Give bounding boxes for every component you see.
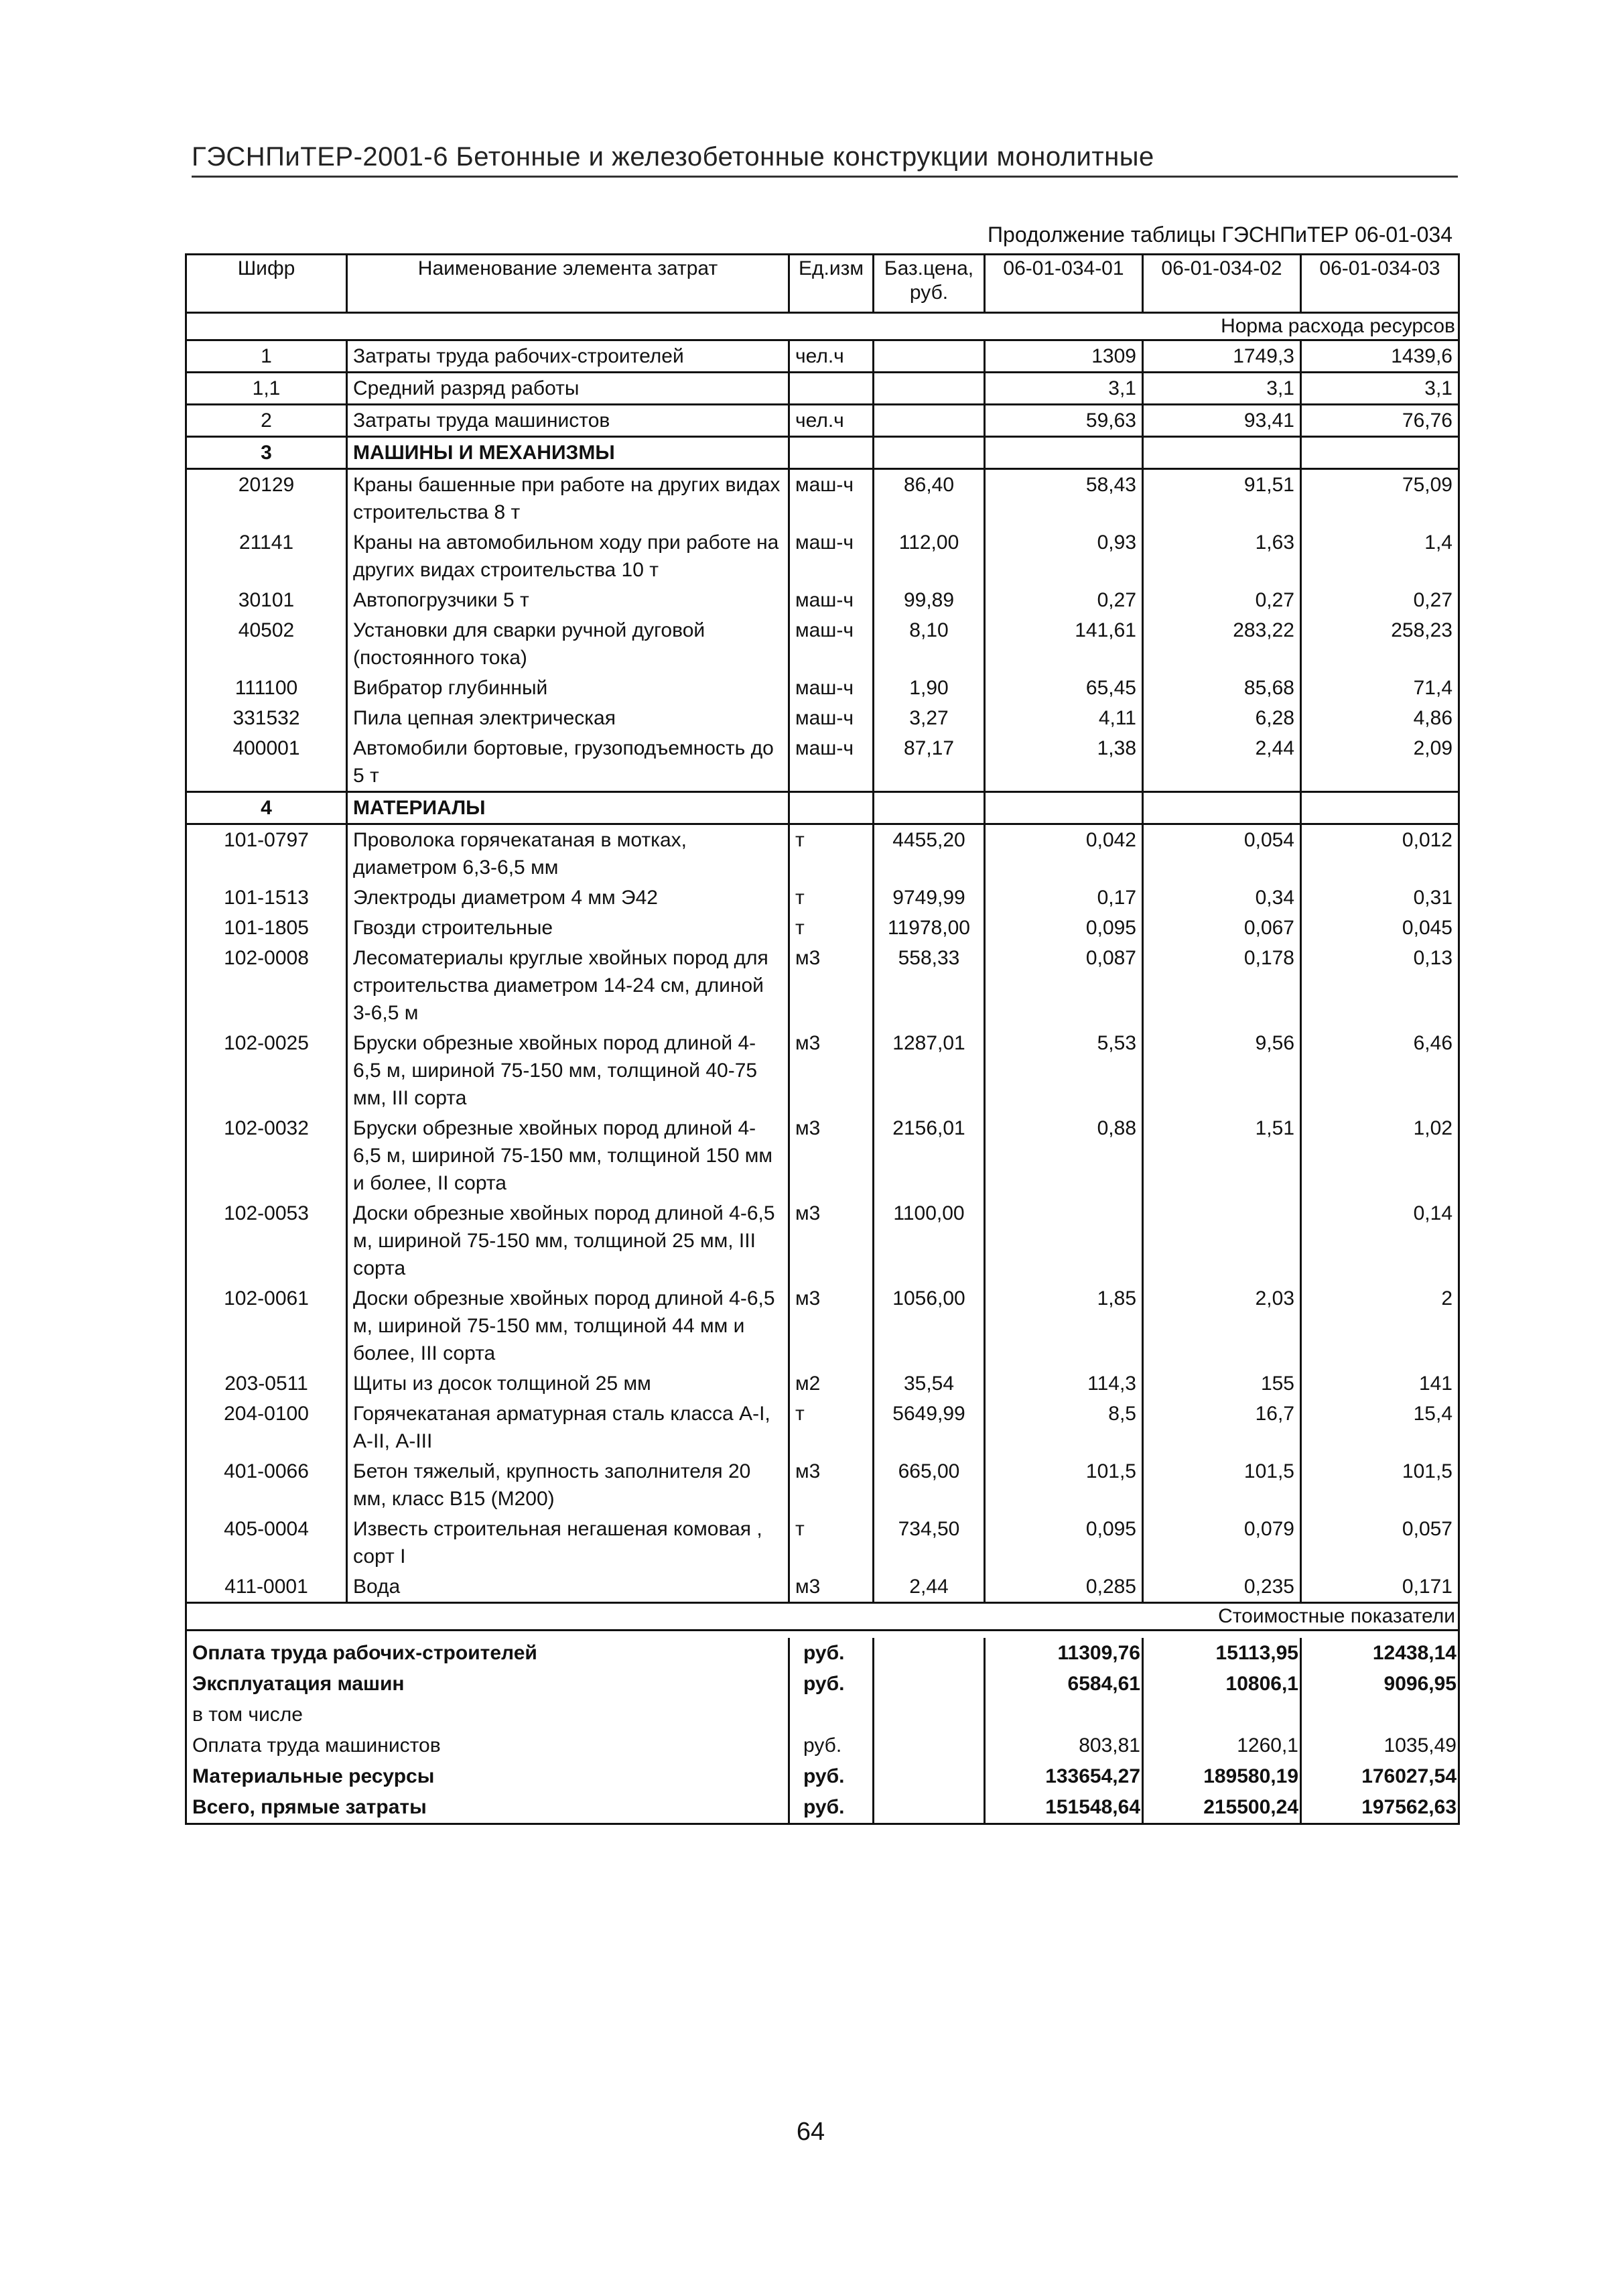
resource-code: 101-1805 — [186, 913, 347, 943]
resource-price — [874, 340, 985, 373]
header-col2: 06-01-034-02 — [1143, 255, 1301, 313]
resource-name: Пила цепная электрическая — [347, 703, 789, 733]
resource-price: 3,27 — [874, 703, 985, 733]
resource-price: 1,90 — [874, 673, 985, 703]
resource-price: 35,54 — [874, 1368, 985, 1399]
empty-cell — [874, 1700, 985, 1730]
value-col3: 2 — [1301, 1283, 1459, 1368]
value-col1: 101,5 — [985, 1456, 1143, 1514]
table-row — [186, 883, 1459, 913]
resource-name: Электроды диаметром 4 мм Э42 — [347, 883, 789, 913]
section-row — [186, 792, 1459, 824]
empty-cell — [874, 1761, 985, 1792]
cost-col1: 151548,64 — [985, 1792, 1143, 1824]
cost-col2: 15113,95 — [1143, 1638, 1301, 1669]
value-col2: 0,27 — [1143, 585, 1301, 615]
resource-name: Горячекатаная арматурная сталь класса А-I, А-II, А-III — [347, 1399, 789, 1456]
value-col3: 4,86 — [1301, 703, 1459, 733]
value-col1: 8,5 — [985, 1399, 1143, 1456]
cost-col1: 6584,61 — [985, 1669, 1143, 1700]
cost-row-label: Всего, прямые затраты — [186, 1792, 789, 1824]
resource-price — [874, 373, 985, 405]
empty-cell — [789, 437, 874, 469]
value-col2: 3,1 — [1143, 373, 1301, 405]
table-row — [186, 585, 1459, 615]
resource-unit: маш-ч — [789, 733, 874, 792]
spacer-cell — [186, 1631, 1459, 1639]
cost-col3: 176027,54 — [1301, 1761, 1459, 1792]
cost-col1: 803,81 — [985, 1730, 1143, 1761]
resource-unit: маш-ч — [789, 703, 874, 733]
value-col3: 15,4 — [1301, 1399, 1459, 1456]
resource-price: 558,33 — [874, 943, 985, 1028]
table-row — [186, 405, 1459, 437]
resource-name: Проволока горячекатаная в мотках, диаметром 6,3-6,5 мм — [347, 824, 789, 883]
resource-price: 99,89 — [874, 585, 985, 615]
empty-cell — [1301, 792, 1459, 824]
cost-label: Стоимостные показатели — [186, 1603, 1459, 1631]
continuation-label: Продолжение таблицы ГЭСНПиТЕР 06-01-034 — [988, 222, 1452, 247]
table-row — [186, 1283, 1459, 1368]
value-col2: 0,178 — [1143, 943, 1301, 1028]
resource-price: 2,44 — [874, 1572, 985, 1603]
value-col1: 0,087 — [985, 943, 1143, 1028]
header-code: Шифр — [186, 255, 347, 313]
resource-name: Бруски обрезные хвойных пород длиной 4-6,5 м, шириной 75-150 мм, толщиной 150 мм и более, II сорта — [347, 1113, 789, 1198]
value-col3: 1439,6 — [1301, 340, 1459, 373]
resource-name: Бетон тяжелый, крупность заполнителя 20 мм, класс В15 (М200) — [347, 1456, 789, 1514]
resource-name: Щиты из досок толщиной 25 мм — [347, 1368, 789, 1399]
resource-unit: м3 — [789, 1456, 874, 1514]
header-row — [186, 255, 1459, 313]
empty-cell — [985, 792, 1143, 824]
value-col1: 141,61 — [985, 615, 1143, 673]
resource-name: Затраты труда рабочих-строителей — [347, 340, 789, 373]
resource-name: Краны на автомобильном ходу при работе на других видах строительства 10 т — [347, 527, 789, 585]
table-row — [186, 1198, 1459, 1283]
resource-name: Известь строительная негашеная комовая , сорт I — [347, 1514, 789, 1572]
resource-code: 405-0004 — [186, 1514, 347, 1572]
empty-cell — [985, 437, 1143, 469]
resource-price: 2156,01 — [874, 1113, 985, 1198]
value-col2: 0,054 — [1143, 824, 1301, 883]
cost-row — [186, 1638, 1459, 1669]
resource-unit: м3 — [789, 1283, 874, 1368]
table-row — [186, 913, 1459, 943]
resource-code: 30101 — [186, 585, 347, 615]
value-col3: 0,012 — [1301, 824, 1459, 883]
value-col1: 0,93 — [985, 527, 1143, 585]
header-rule — [192, 176, 1458, 178]
resource-name: Бруски обрезные хвойных пород длиной 4-6,5 м, шириной 75-150 мм, толщиной 40-75 мм, III сорта — [347, 1028, 789, 1113]
cost-col1: 133654,27 — [985, 1761, 1143, 1792]
value-col3: 0,14 — [1301, 1198, 1459, 1283]
resource-code: 40502 — [186, 615, 347, 673]
cost-unit: руб. — [789, 1638, 874, 1669]
norm-row — [186, 313, 1459, 340]
resource-price: 4455,20 — [874, 824, 985, 883]
table-row — [186, 1456, 1459, 1514]
table-row — [186, 703, 1459, 733]
header-col1: 06-01-034-01 — [985, 255, 1143, 313]
resource-price: 11978,00 — [874, 913, 985, 943]
empty-cell — [1143, 437, 1301, 469]
value-col3: 0,13 — [1301, 943, 1459, 1028]
value-col2: 283,22 — [1143, 615, 1301, 673]
value-col3: 258,23 — [1301, 615, 1459, 673]
cost-col2 — [1143, 1700, 1301, 1730]
value-col2: 1,51 — [1143, 1113, 1301, 1198]
cost-col1: 11309,76 — [985, 1638, 1143, 1669]
table-row — [186, 527, 1459, 585]
value-col2: 6,28 — [1143, 703, 1301, 733]
value-col2: 2,03 — [1143, 1283, 1301, 1368]
value-col3: 0,27 — [1301, 585, 1459, 615]
resource-unit: м3 — [789, 1572, 874, 1603]
empty-cell — [874, 1669, 985, 1700]
resource-code: 101-1513 — [186, 883, 347, 913]
resource-code: 204-0100 — [186, 1399, 347, 1456]
value-col2: 2,44 — [1143, 733, 1301, 792]
value-col1: 0,095 — [985, 1514, 1143, 1572]
resource-name: Установки для сварки ручной дуговой (постоянного тока) — [347, 615, 789, 673]
value-col3: 76,76 — [1301, 405, 1459, 437]
value-col3: 1,4 — [1301, 527, 1459, 585]
empty-cell — [1143, 792, 1301, 824]
value-col1: 4,11 — [985, 703, 1143, 733]
value-col2 — [1143, 1198, 1301, 1283]
value-col3: 3,1 — [1301, 373, 1459, 405]
empty-cell — [789, 792, 874, 824]
value-col2: 0,067 — [1143, 913, 1301, 943]
value-col3: 0,31 — [1301, 883, 1459, 913]
value-col2: 1749,3 — [1143, 340, 1301, 373]
resource-code: 102-0032 — [186, 1113, 347, 1198]
resource-price: 1100,00 — [874, 1198, 985, 1283]
resource-unit: чел.ч — [789, 405, 874, 437]
value-col2: 0,235 — [1143, 1572, 1301, 1603]
section-row — [186, 437, 1459, 469]
cost-col2: 189580,19 — [1143, 1761, 1301, 1792]
resource-code: 2 — [186, 405, 347, 437]
cost-row — [186, 1700, 1459, 1730]
section-title: МАТЕРИАЛЫ — [347, 792, 789, 824]
cost-row-label: Эксплуатация машин — [186, 1669, 789, 1700]
table-row — [186, 824, 1459, 883]
cost-row — [186, 1761, 1459, 1792]
resource-unit: чел.ч — [789, 340, 874, 373]
cost-header-row — [186, 1603, 1459, 1631]
value-col3: 2,09 — [1301, 733, 1459, 792]
cost-col3: 197562,63 — [1301, 1792, 1459, 1824]
empty-cell — [874, 437, 985, 469]
value-col3: 75,09 — [1301, 469, 1459, 528]
resource-name: Гвозди строительные — [347, 913, 789, 943]
table-row — [186, 1514, 1459, 1572]
table-row — [186, 673, 1459, 703]
value-col3: 141 — [1301, 1368, 1459, 1399]
resource-price: 87,17 — [874, 733, 985, 792]
table-row — [186, 373, 1459, 405]
table-row — [186, 1028, 1459, 1113]
cost-col3 — [1301, 1700, 1459, 1730]
value-col2: 101,5 — [1143, 1456, 1301, 1514]
table-row — [186, 733, 1459, 792]
resource-table — [185, 253, 1460, 1825]
resource-unit: м2 — [789, 1368, 874, 1399]
resource-code: 203-0511 — [186, 1368, 347, 1399]
resource-name: Лесоматериалы круглые хвойных пород для строительства диаметром 14-24 см, длиной 3-6,5 м — [347, 943, 789, 1028]
spacer-row — [186, 1631, 1459, 1639]
value-col1: 65,45 — [985, 673, 1143, 703]
cost-col2: 215500,24 — [1143, 1792, 1301, 1824]
value-col1: 0,095 — [985, 913, 1143, 943]
cost-row — [186, 1669, 1459, 1700]
cost-col3: 12438,14 — [1301, 1638, 1459, 1669]
cost-row-label: в том числе — [186, 1700, 789, 1730]
value-col1: 0,042 — [985, 824, 1143, 883]
value-col2: 9,56 — [1143, 1028, 1301, 1113]
section-title: МАШИНЫ И МЕХАНИЗМЫ — [347, 437, 789, 469]
cost-row-label: Оплата труда рабочих-строителей — [186, 1638, 789, 1669]
value-col3: 0,057 — [1301, 1514, 1459, 1572]
value-col3: 71,4 — [1301, 673, 1459, 703]
value-col2: 93,41 — [1143, 405, 1301, 437]
cost-unit: руб. — [789, 1761, 874, 1792]
resource-name: Автомобили бортовые, грузоподъемность до 5 т — [347, 733, 789, 792]
value-col1: 0,17 — [985, 883, 1143, 913]
value-col1: 1,38 — [985, 733, 1143, 792]
norm-label: Норма расхода ресурсов — [186, 313, 1459, 340]
resource-name: Доски обрезные хвойных пород длиной 4-6,5 м, шириной 75-150 мм, толщиной 25 мм, III сорта — [347, 1198, 789, 1283]
value-col2: 1,63 — [1143, 527, 1301, 585]
empty-cell — [874, 792, 985, 824]
value-col1: 1309 — [985, 340, 1143, 373]
resource-code: 102-0061 — [186, 1283, 347, 1368]
resource-unit — [789, 373, 874, 405]
header-unit: Ед.изм — [789, 255, 874, 313]
empty-cell — [874, 1792, 985, 1824]
resource-code: 400001 — [186, 733, 347, 792]
resource-code: 411-0001 — [186, 1572, 347, 1603]
resource-unit: м3 — [789, 1113, 874, 1198]
value-col1: 0,88 — [985, 1113, 1143, 1198]
resource-code: 111100 — [186, 673, 347, 703]
resource-name: Затраты труда машинистов — [347, 405, 789, 437]
resource-code: 401-0066 — [186, 1456, 347, 1514]
resource-unit: маш-ч — [789, 673, 874, 703]
value-col1: 59,63 — [985, 405, 1143, 437]
value-col1: 3,1 — [985, 373, 1143, 405]
resource-price: 112,00 — [874, 527, 985, 585]
value-col2: 91,51 — [1143, 469, 1301, 528]
resource-unit: маш-ч — [789, 615, 874, 673]
value-col2: 0,079 — [1143, 1514, 1301, 1572]
resource-unit: т — [789, 1399, 874, 1456]
value-col1: 0,27 — [985, 585, 1143, 615]
cost-col2: 1260,1 — [1143, 1730, 1301, 1761]
value-col3: 101,5 — [1301, 1456, 1459, 1514]
empty-cell — [874, 1638, 985, 1669]
cost-col3: 9096,95 — [1301, 1669, 1459, 1700]
resource-price: 8,10 — [874, 615, 985, 673]
table-row — [186, 943, 1459, 1028]
resource-price: 665,00 — [874, 1456, 985, 1514]
section-code: 4 — [186, 792, 347, 824]
resource-unit: маш-ч — [789, 469, 874, 528]
cost-col2: 10806,1 — [1143, 1669, 1301, 1700]
resource-name: Средний разряд работы — [347, 373, 789, 405]
resource-price: 1287,01 — [874, 1028, 985, 1113]
value-col2: 16,7 — [1143, 1399, 1301, 1456]
value-col3: 6,46 — [1301, 1028, 1459, 1113]
value-col2: 0,34 — [1143, 883, 1301, 913]
cost-unit: руб. — [789, 1730, 874, 1761]
cost-row — [186, 1792, 1459, 1824]
value-col1: 58,43 — [985, 469, 1143, 528]
header-col3: 06-01-034-03 — [1301, 255, 1459, 313]
resource-name: Автопогрузчики 5 т — [347, 585, 789, 615]
table-row — [186, 1572, 1459, 1603]
value-col1: 0,285 — [985, 1572, 1143, 1603]
resource-unit: м3 — [789, 943, 874, 1028]
resource-code: 102-0053 — [186, 1198, 347, 1283]
header-name: Наименование элемента затрат — [347, 255, 789, 313]
cost-unit — [789, 1700, 874, 1730]
resource-name: Краны башенные при работе на других видах строительства 8 т — [347, 469, 789, 528]
value-col3: 1,02 — [1301, 1113, 1459, 1198]
value-col1: 5,53 — [985, 1028, 1143, 1113]
resource-code: 21141 — [186, 527, 347, 585]
table-row — [186, 615, 1459, 673]
resource-unit: т — [789, 1514, 874, 1572]
resource-code: 102-0008 — [186, 943, 347, 1028]
value-col1: 1,85 — [985, 1283, 1143, 1368]
empty-cell — [874, 1730, 985, 1761]
cost-col3: 1035,49 — [1301, 1730, 1459, 1761]
empty-cell — [1301, 437, 1459, 469]
resource-unit: м3 — [789, 1198, 874, 1283]
resource-code: 1 — [186, 340, 347, 373]
cost-col1 — [985, 1700, 1143, 1730]
resource-price: 5649,99 — [874, 1399, 985, 1456]
cost-unit: руб. — [789, 1792, 874, 1824]
value-col2: 85,68 — [1143, 673, 1301, 703]
resource-unit: т — [789, 883, 874, 913]
resource-code: 331532 — [186, 703, 347, 733]
value-col3: 0,171 — [1301, 1572, 1459, 1603]
cost-row-label: Оплата труда машинистов — [186, 1730, 789, 1761]
cost-row — [186, 1730, 1459, 1761]
value-col1: 114,3 — [985, 1368, 1143, 1399]
resource-price: 1056,00 — [874, 1283, 985, 1368]
resource-unit: м3 — [789, 1028, 874, 1113]
resource-price — [874, 405, 985, 437]
resource-unit: маш-ч — [789, 585, 874, 615]
resource-name: Вибратор глубинный — [347, 673, 789, 703]
value-col1 — [985, 1198, 1143, 1283]
table-row — [186, 1113, 1459, 1198]
section-code: 3 — [186, 437, 347, 469]
table-row — [186, 1399, 1459, 1456]
resource-price: 86,40 — [874, 469, 985, 528]
resource-price: 734,50 — [874, 1514, 985, 1572]
resource-code: 1,1 — [186, 373, 347, 405]
value-col2: 155 — [1143, 1368, 1301, 1399]
value-col3: 0,045 — [1301, 913, 1459, 943]
resource-unit: т — [789, 824, 874, 883]
table-row — [186, 469, 1459, 528]
page-number: 64 — [796, 2118, 825, 2146]
table-row — [186, 340, 1459, 373]
table-row — [186, 1368, 1459, 1399]
cost-unit: руб. — [789, 1669, 874, 1700]
cost-row-label: Материальные ресурсы — [186, 1761, 789, 1792]
resource-code: 20129 — [186, 469, 347, 528]
resource-code: 102-0025 — [186, 1028, 347, 1113]
document-header: ГЭСНПиТЕР-2001-6 Бетонные и железобетонные конструкции монолитные — [192, 142, 1154, 172]
header-price: Баз.цена, руб. — [874, 255, 985, 313]
resource-name: Вода — [347, 1572, 789, 1603]
resource-name: Доски обрезные хвойных пород длиной 4-6,5 м, шириной 75-150 мм, толщиной 44 мм и более, III сорта — [347, 1283, 789, 1368]
resource-code: 101-0797 — [186, 824, 347, 883]
resource-unit: т — [789, 913, 874, 943]
resource-price: 9749,99 — [874, 883, 985, 913]
resource-unit: маш-ч — [789, 527, 874, 585]
